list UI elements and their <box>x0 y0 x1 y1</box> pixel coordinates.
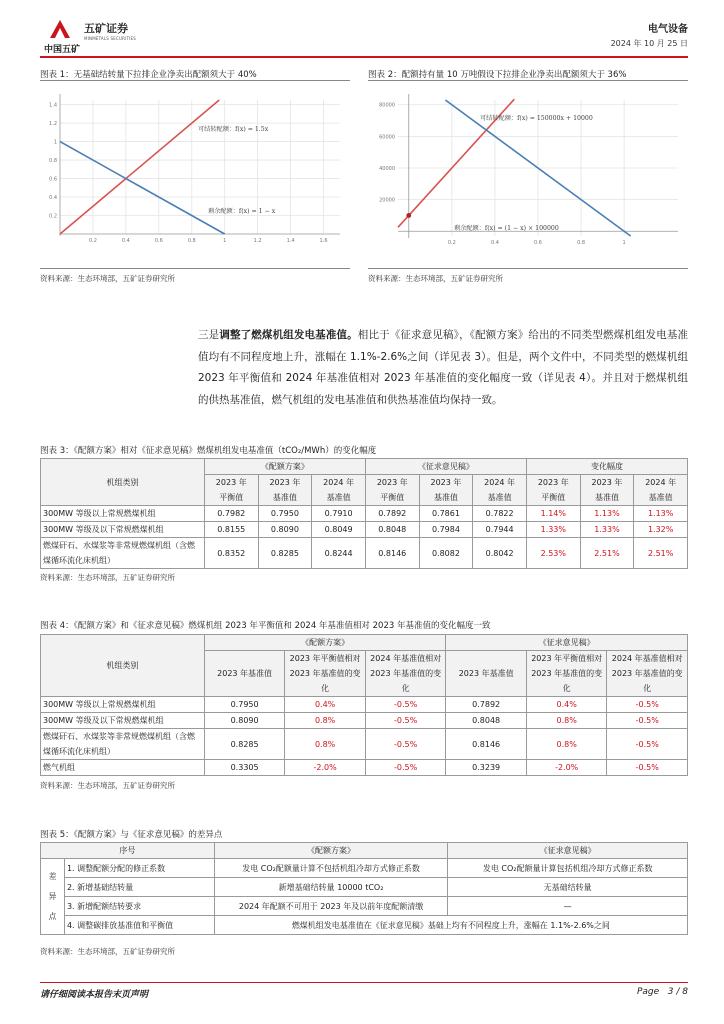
y-tick-label: 40000 <box>379 166 395 172</box>
x-tick-label: 1.6 <box>319 238 328 244</box>
table-cell: -0.5% <box>365 729 446 760</box>
table3 <box>40 458 688 569</box>
x-tick-label: 0.2 <box>447 240 456 246</box>
table3-subcol: 2023 年 平衡值 <box>365 475 419 506</box>
table3-subcol: 2023 年 平衡值 <box>204 475 258 506</box>
table-row <box>41 697 688 713</box>
table-cell: 0.7984 <box>419 522 473 538</box>
y-tick-label: 0.4 <box>49 195 57 202</box>
table-cell: 0.8% <box>526 713 607 729</box>
table5-head-plan: 《配额方案》 <box>214 843 448 859</box>
table4-subcol: 2023 年基准值 <box>446 651 527 697</box>
fig2-title: 图表 2：配额持有量 10 万吨假设下拉排企业净卖出配额须大于 36% <box>368 70 627 80</box>
table3-group: 《配额方案》 <box>204 459 365 475</box>
group-name: 中国五矿 <box>44 45 81 55</box>
table4-group: 《征求意见稿》 <box>446 635 688 651</box>
table-cell: -2.0% <box>526 760 607 776</box>
fig1-bottom-rule <box>40 268 350 269</box>
row-label: 300MW 等级及以下常规燃煤机组 <box>41 522 205 538</box>
table5-title: 图表 5：《配额方案》与《征求意见稿》的差异点 <box>40 830 223 840</box>
table-cell: -0.5% <box>607 729 688 760</box>
table-cell: 0.8285 <box>258 538 312 569</box>
table-cell: 0.4% <box>285 697 366 713</box>
series-line <box>60 142 225 234</box>
table4-subcol: 2024 年基准值相对 2023 年基准值的变化 <box>365 651 446 697</box>
table3-subcol: 2023 年 基准值 <box>580 475 634 506</box>
table4-body <box>41 697 688 776</box>
y-tick-label: 80000 <box>379 102 395 109</box>
diff-plan: 发电 CO₂配额量计算不包括机组冷却方式修正系数 <box>214 859 448 878</box>
side-label: 差 异 点 <box>41 859 65 935</box>
table-row <box>41 897 688 916</box>
y-tick-label: 20000 <box>379 197 395 204</box>
table-cell: 1.32% <box>634 522 688 538</box>
table-row <box>41 522 688 538</box>
table-cell: 0.7950 <box>258 506 312 522</box>
x-tick-label: 0.6 <box>534 240 542 246</box>
table-cell: -0.5% <box>607 713 688 729</box>
table-cell: 0.8244 <box>312 538 366 569</box>
table-cell: -0.5% <box>365 713 446 729</box>
table-row <box>41 859 688 878</box>
report-type: 电气设备 <box>648 24 688 35</box>
table-cell: 0.7892 <box>446 697 527 713</box>
table3-group: 《征求意见稿》 <box>365 459 526 475</box>
table3-subcol: 2024 年 基准值 <box>473 475 527 506</box>
x-tick-label: 0.4 <box>490 240 499 246</box>
table-cell: 0.7822 <box>473 506 527 522</box>
table-row <box>41 878 688 897</box>
table-row <box>41 713 688 729</box>
company-name: 五矿证券 <box>84 22 128 35</box>
x-tick-label: 1 <box>223 238 227 244</box>
fig1-label-remaining: 剩余配额：f(x) = 1 − x <box>208 208 276 215</box>
table-cell: 1.33% <box>526 522 580 538</box>
page-header <box>40 14 688 54</box>
header-divider <box>40 56 688 58</box>
report-date: 2024 年 10 月 25 日 <box>610 39 688 48</box>
diff-plan: 新增基础结转量 10000 tCO₂ <box>214 878 448 897</box>
fig2-source: 资料来源：生态环境部，五矿证券研究所 <box>368 274 503 283</box>
fig2-chart <box>368 84 688 264</box>
diff-key: 2. 新增基础结转量 <box>64 878 214 897</box>
diff-draft: — <box>448 897 688 916</box>
fig2-bottom-rule <box>368 268 688 269</box>
table-cell: 0.8082 <box>419 538 473 569</box>
table-cell: 0.8285 <box>204 729 285 760</box>
footer-page <box>637 987 688 997</box>
table5-body <box>41 859 688 935</box>
table-cell: 0.8042 <box>473 538 527 569</box>
diff-plan: 2024 年配额不可用于 2023 年及以前年度配额清缴 <box>214 897 448 916</box>
diff-key: 4. 调整碳排放基准值和平衡值 <box>64 916 214 935</box>
series-line <box>60 100 219 234</box>
table-cell: -2.0% <box>285 760 366 776</box>
page-label: Page <box>636 987 660 997</box>
table-cell: 0.3305 <box>204 760 285 776</box>
table4-title: 图表 4：《配额方案》和《征求意见稿》燃煤机组 2023 年平衡值和 2024 年基准值相对 2023 年基准值的变化幅度一致 <box>40 621 491 631</box>
table-row <box>41 760 688 776</box>
table-cell: 0.7944 <box>473 522 527 538</box>
x-tick-label: 0.2 <box>88 238 97 244</box>
x-tick-label: 0.8 <box>577 240 586 246</box>
table-cell: 0.8090 <box>258 522 312 538</box>
table5 <box>40 842 688 935</box>
body-paragraph <box>198 325 688 411</box>
logo-emblem-icon <box>48 18 72 40</box>
footer-divider <box>40 982 688 983</box>
table-cell: 0.8% <box>526 729 607 760</box>
x-tick-label: 1 <box>622 240 626 246</box>
table4-subcol: 2024 年基准值相对 2023 年基准值的变化 <box>607 651 688 697</box>
diff-key: 1. 调整配额分配的修正系数 <box>64 859 214 878</box>
x-tick-label: 1.4 <box>286 238 295 244</box>
row-label: 300MW 等级以上常规燃煤机组 <box>41 506 205 522</box>
table-cell: 0.8048 <box>365 522 419 538</box>
x-tick-label: 1.2 <box>253 238 262 244</box>
x-tick-label: 0.4 <box>121 238 130 244</box>
data-point <box>406 213 411 218</box>
row-label: 燃气机组 <box>41 760 205 776</box>
table-cell: -0.5% <box>365 697 446 713</box>
table3-body <box>41 506 688 569</box>
table-cell: 0.7892 <box>365 506 419 522</box>
diff-merged: 燃煤机组发电基准值在《征求意见稿》基础上均有不同程度上升，涨幅在 1.1%-2.6%之间 <box>214 916 687 935</box>
table-cell: 0.8% <box>285 729 366 760</box>
page-number: 3 / 8 <box>667 987 688 997</box>
table-cell: 1.14% <box>526 506 580 522</box>
table-cell: 0.8352 <box>204 538 258 569</box>
table-row <box>41 916 688 935</box>
y-tick-label: 1.2 <box>49 121 57 128</box>
fig1-top-rule <box>40 80 350 81</box>
diff-key: 3. 新增配额结转要求 <box>64 897 214 916</box>
table-cell: 0.8049 <box>312 522 366 538</box>
fig2-plot <box>368 84 688 264</box>
table5-head-draft: 《征求意见稿》 <box>448 843 688 859</box>
y-tick-label: 1 <box>53 139 57 146</box>
table-cell: 1.33% <box>580 522 634 538</box>
table3-source: 资料来源：生态环境部，五矿证券研究所 <box>40 573 175 582</box>
table-cell: -0.5% <box>607 697 688 713</box>
fig2-label-carryover: 可结转配额：f(x) = 150000x + 10000 <box>480 115 593 122</box>
row-label: 300MW 等级及以下常规燃煤机组 <box>41 713 205 729</box>
table-cell: 0.3239 <box>446 760 527 776</box>
company-logo <box>40 14 160 54</box>
fig1-source: 资料来源：生态环境部，五矿证券研究所 <box>40 274 175 283</box>
fig2-label-remaining: 剩余配额：f(x) = (1 − x) × 100000 <box>454 225 559 232</box>
row-label: 300MW 等级以上常规燃煤机组 <box>41 697 205 713</box>
table-cell: 0.8146 <box>365 538 419 569</box>
diff-draft: 无基础结转量 <box>448 878 688 897</box>
table4-subcol: 2023 年平衡值相对 2023 年基准值的变化 <box>285 651 366 697</box>
table4-source: 资料来源：生态环境部，五矿证券研究所 <box>40 781 175 790</box>
table3-subcol: 2023 年 基准值 <box>419 475 473 506</box>
table-cell: 0.8146 <box>446 729 527 760</box>
table-cell: 2.51% <box>634 538 688 569</box>
table5-source: 资料来源：生态环境部，五矿证券研究所 <box>40 947 175 956</box>
table3-group: 变化幅度 <box>526 459 687 475</box>
table-cell: 0.7982 <box>204 506 258 522</box>
table-cell: -0.5% <box>607 760 688 776</box>
table-cell: 1.13% <box>634 506 688 522</box>
table4-group: 《配额方案》 <box>204 635 446 651</box>
table4-subcol: 2023 年基准值 <box>204 651 285 697</box>
y-tick-label: 0.2 <box>49 213 57 220</box>
table3-subcol: 2024 年 基准值 <box>312 475 366 506</box>
y-tick-label: 0.6 <box>49 176 57 183</box>
table3-subcol: 2024 年 基准值 <box>634 475 688 506</box>
para-bold: 调整了燃煤机组发电基准值。 <box>219 329 358 341</box>
row-label: 燃煤矸石、水煤浆等非常规燃煤机组（含燃煤循环流化床机组） <box>41 538 205 569</box>
table4 <box>40 634 688 776</box>
table-cell: 0.8155 <box>204 522 258 538</box>
row-label: 燃煤矸石、水煤浆等非常规燃煤机组（含燃煤循环流化床机组） <box>41 729 205 760</box>
para-lead: 三是 <box>198 329 220 341</box>
fig1-label-carryover: 可结转配额：f(x) = 1.5x <box>198 126 269 133</box>
company-name-en: MINMETALS SECURITIES <box>84 36 136 41</box>
fig1-chart <box>40 84 350 264</box>
fig2-top-rule <box>368 80 688 81</box>
table-row <box>41 538 688 569</box>
para-text: 相比于《征求意见稿》，《配额方案》给出的不同类型燃煤机组发电基准值均有不同程度地上升，涨幅在 1.1%-2.6%之间（详见表 3）。但是，两个文件中，不同类型的燃煤机组 2023 年平衡值和 2024 年基准值相对 2023 年基准值的变化幅度一致（详见表 4）。并且对于燃煤机组的供热基准值，燃气机组的发电基准值和供热基准值均保持一致。 <box>198 329 689 406</box>
fig1-plot <box>40 84 350 264</box>
table-cell: 2.51% <box>580 538 634 569</box>
table-row <box>41 729 688 760</box>
y-tick-label: 1.4 <box>49 102 57 109</box>
table-cell: 0.4% <box>526 697 607 713</box>
table-cell: 1.13% <box>580 506 634 522</box>
x-tick-label: 0.8 <box>187 238 196 244</box>
table-cell: -0.5% <box>365 760 446 776</box>
table4-subcol: 2023 年平衡值相对 2023 年基准值的变化 <box>526 651 607 697</box>
x-tick-label: 0.6 <box>154 238 163 244</box>
table-cell: 2.53% <box>526 538 580 569</box>
table5-head-index: 序号 <box>41 843 215 859</box>
fig1-title: 图表 1：无基础结转量下拉排企业净卖出配额须大于 40% <box>40 70 257 80</box>
diff-draft: 发电 CO₂配额量计算包括机组冷却方式修正系数 <box>448 859 688 878</box>
y-tick-label: 0.8 <box>49 158 57 165</box>
footer-disclaimer: 请仔细阅读本报告末页声明 <box>40 990 149 1000</box>
table4-col0: 机组类别 <box>41 635 205 697</box>
table3-col0: 机组类别 <box>41 459 205 506</box>
table-row <box>41 506 688 522</box>
table-cell: 0.8% <box>285 713 366 729</box>
table3-subcol: 2023 年 基准值 <box>258 475 312 506</box>
table-cell: 0.8090 <box>204 713 285 729</box>
table-cell: 0.7950 <box>204 697 285 713</box>
table-cell: 0.8048 <box>446 713 527 729</box>
table-cell: 0.7910 <box>312 506 366 522</box>
table3-title: 图表 3：《配额方案》相对《征求意见稿》燃煤机组发电基准值（tCO₂/MWh）的变化幅度 <box>40 446 377 456</box>
table-cell: 0.7861 <box>419 506 473 522</box>
table3-subcol: 2023 年 平衡值 <box>526 475 580 506</box>
y-tick-label: 60000 <box>379 134 395 141</box>
